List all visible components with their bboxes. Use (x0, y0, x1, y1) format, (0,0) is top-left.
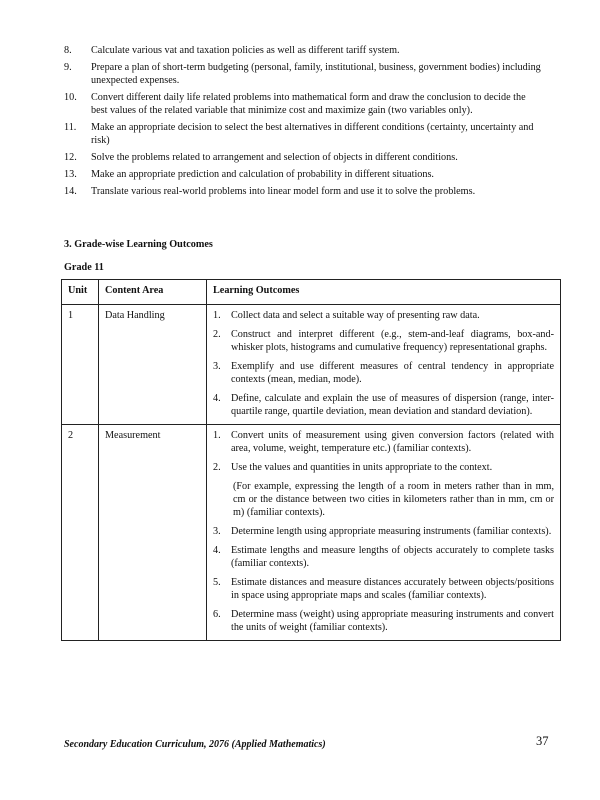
objectives-list (64, 44, 544, 202)
outcome-list (213, 309, 554, 418)
header-learning-outcomes: Learning Outcomes (207, 280, 561, 305)
objective-text: Solve the problems related to arrangement and selection of objects in different conditions. (91, 152, 458, 163)
learning-outcomes-table (61, 279, 561, 641)
objective-number: 13. (64, 169, 77, 180)
outcome-item (213, 328, 554, 354)
header-unit: Unit (62, 280, 99, 305)
outcome-item (213, 544, 554, 570)
outcome-number: 1. (213, 430, 221, 441)
outcome-list (213, 429, 554, 634)
table-header-row (62, 280, 561, 305)
objective-item (64, 121, 544, 147)
objective-text: Translate various real-world problems into linear model form and use it to solve the problems. (91, 186, 476, 197)
outcome-number: 2. (213, 462, 221, 473)
footer-title: Secondary Education Curriculum, 2076 (Applied Mathematics) (64, 739, 326, 750)
outcome-item (213, 608, 554, 634)
outcome-number: 2. (213, 329, 221, 340)
objective-item (64, 61, 544, 87)
header-content-area: Content Area (99, 280, 207, 305)
outcome-item (213, 429, 554, 455)
outcome-text: Determine mass (weight) using appropriate measuring instruments and convert the units of weight (familiar contexts). (231, 609, 554, 633)
outcome-number: 1. (213, 310, 221, 321)
outcome-number: 3. (213, 526, 221, 537)
outcomes-cell (207, 425, 561, 641)
outcome-item (213, 309, 554, 322)
outcome-example-note (213, 480, 554, 519)
outcome-item (213, 525, 554, 538)
content-area-cell: Data Handling (99, 305, 207, 425)
outcome-text: Convert units of measurement using given conversion factors (related with area, volume, weight, temperature etc.) (familiar contexts). (231, 430, 554, 454)
objective-number: 11. (64, 122, 77, 133)
outcome-text: Construct and interpret different (e.g., stem-and-leaf diagrams, box-and-whisker plots, histograms and cumulative frequency) representational graphs. (231, 329, 554, 353)
objective-item (64, 91, 544, 117)
objective-text: Make an appropriate decision to select the best alternatives in different conditions (certainty, uncertainty and risk) (91, 122, 534, 146)
page-number: 37 (536, 734, 549, 748)
table-row (62, 425, 561, 641)
objective-number: 9. (64, 62, 72, 73)
outcome-number: 5. (213, 577, 221, 588)
unit-cell: 2 (62, 425, 99, 641)
outcome-number: 3. (213, 361, 221, 372)
unit-cell: 1 (62, 305, 99, 425)
outcome-item (213, 392, 554, 418)
objective-text: Make an appropriate prediction and calculation of probability in different situations. (91, 169, 434, 180)
objective-item (64, 185, 544, 198)
outcome-item (213, 461, 554, 474)
outcome-text: Determine length using appropriate measuring instruments (familiar contexts). (231, 526, 552, 537)
outcome-text: Exemplify and use different measures of central tendency in appropriate contexts (mean, median, mode). (231, 361, 554, 385)
section-heading: 3. Grade-wise Learning Outcomes (64, 239, 213, 250)
outcomes-cell (207, 305, 561, 425)
outcome-text: Collect data and select a suitable way of presenting raw data. (231, 310, 480, 321)
table-row (62, 305, 561, 425)
objective-number: 12. (64, 152, 77, 163)
objective-text: Calculate various vat and taxation policies as well as different tariff system. (91, 45, 400, 56)
outcome-number: 6. (213, 609, 221, 620)
outcome-number: 4. (213, 545, 221, 556)
objective-item (64, 151, 544, 164)
content-area-cell: Measurement (99, 425, 207, 641)
objective-number: 8. (64, 45, 72, 56)
outcome-number: 4. (213, 393, 221, 404)
outcome-text: (For example, expressing the length of a room in meters rather than in mm, cm or the distance between two cities in kilometers rather than in mm, cm or m) (familiar contexts). (233, 481, 554, 518)
objective-text: Prepare a plan of short-term budgeting (personal, family, institutional, business, government bodies) including unexpected expenses. (91, 62, 541, 86)
outcome-text: Use the values and quantities in units appropriate to the context. (231, 462, 493, 473)
grade-heading: Grade 11 (64, 262, 104, 273)
objective-item (64, 168, 544, 181)
objective-number: 14. (64, 186, 77, 197)
outcome-text: Define, calculate and explain the use of measures of dispersion (range, inter-quartile range, quartile deviation, mean deviation and standard deviation). (231, 393, 554, 417)
outcome-text: Estimate distances and measure distances accurately between objects/positions in space using appropriate maps and scales (familiar contexts). (231, 577, 554, 601)
outcome-item (213, 576, 554, 602)
outcome-text: Estimate lengths and measure lengths of objects accurately to complete tasks (familiar contexts). (231, 545, 554, 569)
outcome-item (213, 360, 554, 386)
objective-number: 10. (64, 92, 77, 103)
objective-text: Convert different daily life related problems into mathematical form and draw the conclusion to decide the best values of the related variable that minimize cost and maximize gain (two variables only). (91, 92, 526, 116)
objective-item (64, 44, 544, 57)
